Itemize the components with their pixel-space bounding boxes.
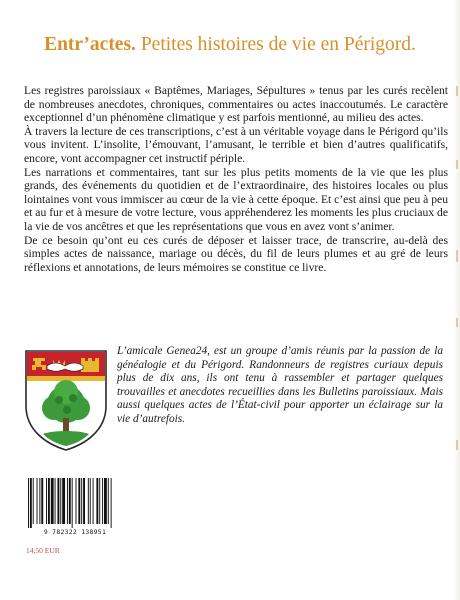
title-bold: Entr’actes.	[44, 34, 136, 55]
spine-mark	[456, 440, 458, 450]
barcode-bar	[69, 478, 71, 524]
barcode-bar	[93, 478, 94, 524]
barcode-bar	[83, 478, 85, 524]
spine-edge	[454, 0, 460, 600]
barcode-bar	[108, 478, 109, 524]
barcode	[24, 478, 126, 538]
title-rest: Petites histoires de vie en Périgord.	[140, 34, 416, 55]
spine-mark	[456, 86, 458, 96]
barcode-bar	[104, 478, 107, 524]
spine-mark	[456, 250, 458, 262]
barcode-digits: 9 782322 138951	[43, 528, 107, 536]
barcode-bar	[72, 478, 73, 528]
barcode-bar	[90, 478, 91, 524]
barcode-bar	[81, 478, 82, 524]
barcode-bar	[88, 478, 89, 524]
barcode-bar	[48, 478, 50, 524]
price-label: 14,50 EUR	[26, 546, 60, 555]
barcode-bar	[111, 478, 112, 528]
barcode-bar	[96, 478, 98, 524]
barcode-bar	[51, 478, 54, 524]
barcode-bar	[76, 478, 77, 524]
barcode-bar	[55, 478, 56, 524]
barcode-bar	[62, 478, 65, 524]
blurb-paragraph: De ce besoin qu’ont eu ces curés de déposer et laisser trace, de transcrire, au-delà des simples actes de naissance, mariage ou décès, du fil de leurs plumes et au gré de leurs réflexions et annotations, de leurs mémoires se constitue ce livre.	[24, 233, 448, 274]
barcode-bar	[37, 478, 38, 524]
coat-of-arms-icon	[23, 348, 109, 452]
barcode-bar	[57, 478, 59, 524]
barcode-bar	[33, 478, 34, 524]
barcode-bar	[28, 478, 29, 528]
barcode-bar	[102, 478, 103, 524]
blurb	[24, 84, 448, 274]
blurb-paragraph: Les narrations et commentaires, tant sur les plus petits moments de la vie que les plus grands, des événements du quotidien et de l’extraordinaire, des histoires locales ou plus lointaines vont vous immiscer au cœur de la vie à cette époque. Et c’est ainsi que peu à peu et au fur et à mesure de votre lecture, vous appréhenderez les moments les plus cruciaux de la vie de vos ancêtres et que les représentations que vous en avez vont s’animer.	[24, 165, 448, 233]
book-title	[0, 34, 460, 56]
spine-mark	[456, 318, 458, 327]
barcode-bar	[99, 478, 100, 524]
blurb-paragraph: Les registres paroissiaux « Baptêmes, Mariages, Sépultures » tenus par les curés recèlent de nombreuses anecdotes, chroniques, commentaires ou actes inaccoutumés. Le caractère exceptionnel d’un phénomène climatique y est parfois mentionné, au milieu des actes.	[24, 84, 448, 125]
barcode-bar	[39, 478, 40, 524]
barcode-bar	[46, 478, 47, 524]
spine-mark	[456, 160, 458, 169]
barcode-bars	[24, 478, 126, 528]
barcode-bar	[60, 478, 61, 524]
barcode-bar	[67, 478, 68, 524]
barcode-bar	[30, 478, 32, 528]
blurb-paragraph: À travers la lecture de ces transcriptions, c’est à un véritable voyage dans le Périgord qu’ils vous invitent. L’insolite, l’émouvant, l’amusant, le terrible et bien d’autres qualificatifs, encore, vont accompagner cet instructif périple.	[24, 124, 448, 165]
barcode-bar	[78, 478, 80, 524]
association-description: L’amicale Genea24, est un groupe d’amis réunis par la passion de la généalogie et du Périgord. Randonneurs de registres curiaux depuis plus de dix ans, ils ont tenu à rassembler et partager quelques trouvailles et anecdotes recueillies dans les Bulletins paroissiaux. Mais aussi quelques actes de l’État-civil pour apporter un éclairage sur la vie d’autrefois.	[117, 345, 443, 425]
barcode-bar	[41, 478, 43, 524]
